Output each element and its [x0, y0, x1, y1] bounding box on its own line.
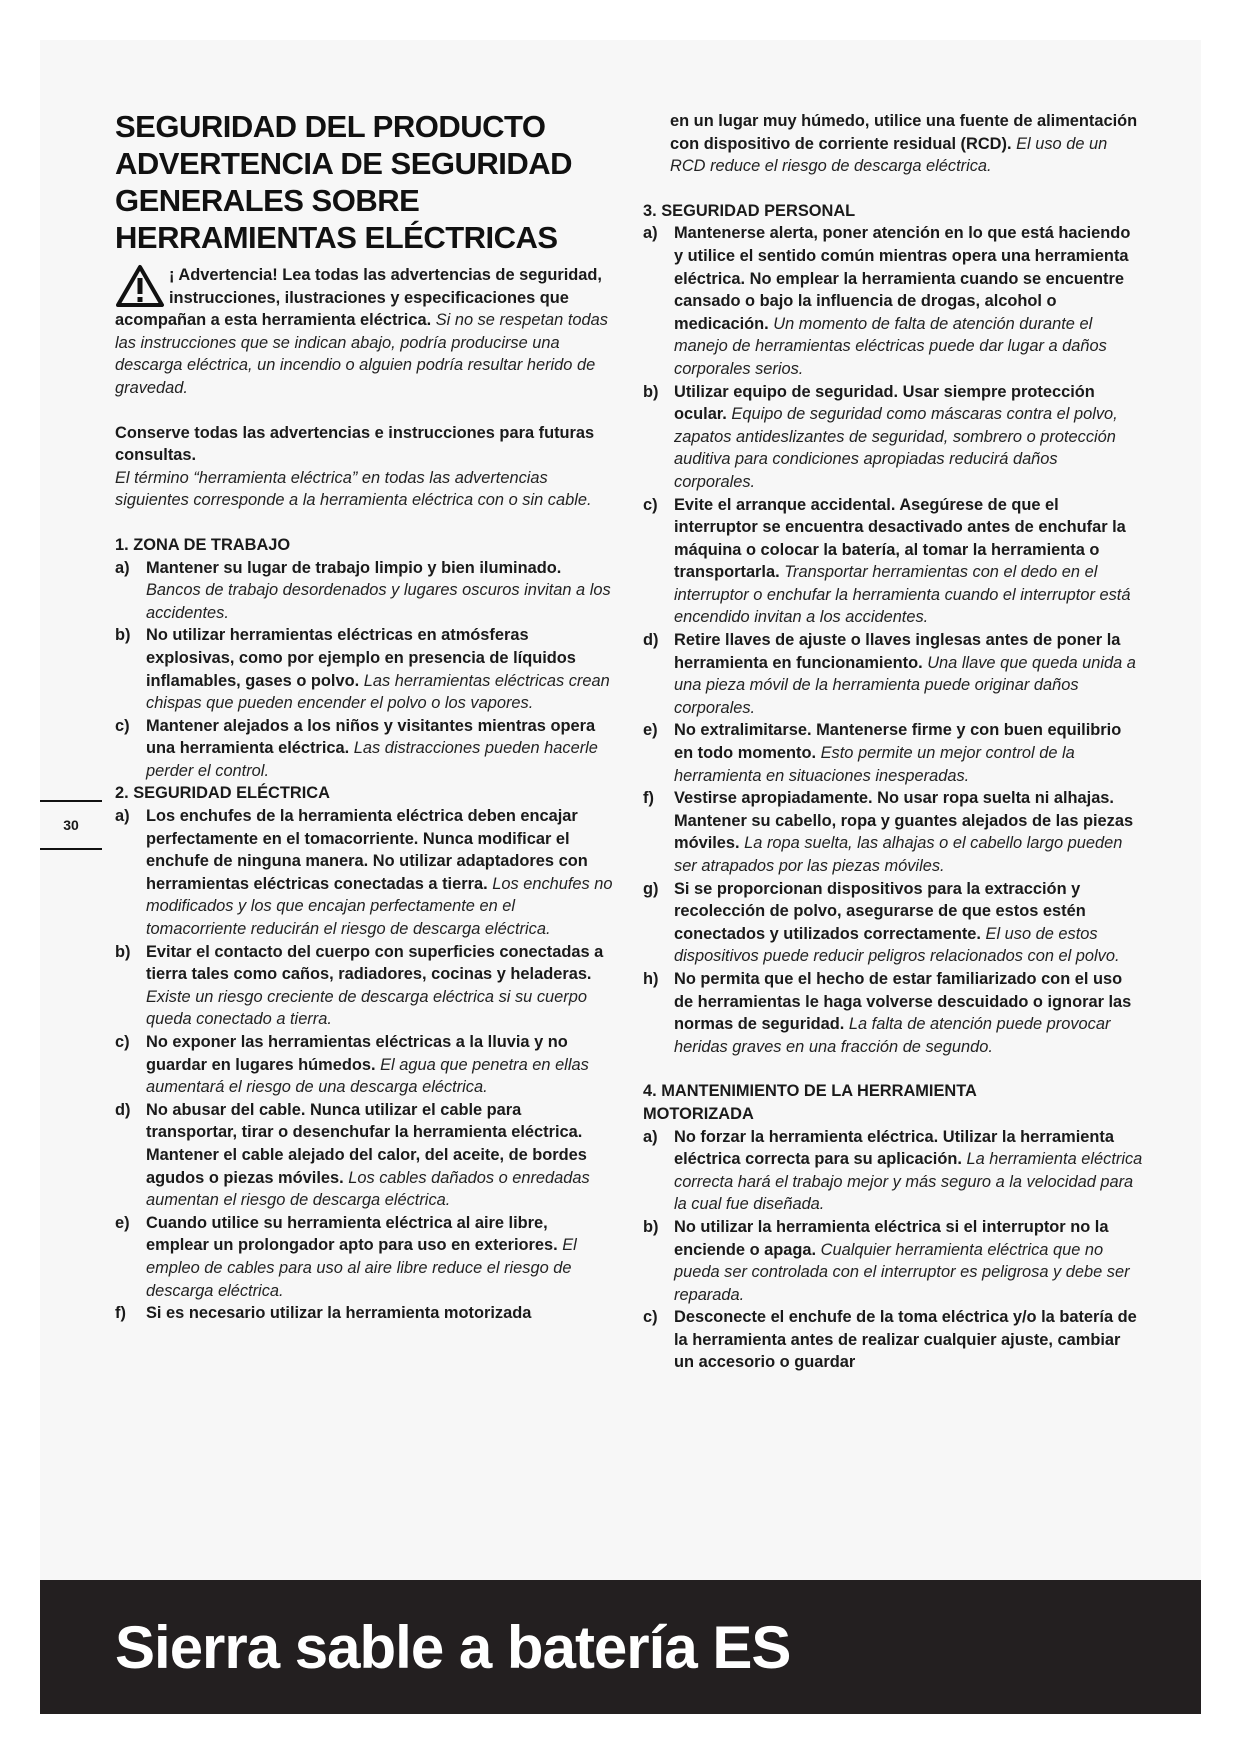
item-instruction: No forzar la herramienta eléctrica. Utilizar la herramienta eléctrica correcta para su aplicación.	[674, 1127, 1114, 1169]
personal-item	[643, 629, 1143, 719]
item-label: c)	[643, 1308, 658, 1327]
item-explanation: Los enchufes no modificados y los que encajan perfectamente en el tomacorriente reducirán el riesgo de descarga eléctrica.	[146, 874, 613, 939]
item-explanation: Bancos de trabajo desordenados y lugares oscuros invitan a los accidentes.	[146, 581, 611, 622]
item-label: d)	[643, 631, 659, 650]
item-explanation: El uso de estos dispositivos puede reducir peligros relacionados con el polvo.	[674, 924, 1120, 966]
personal-item	[643, 381, 1143, 494]
continued-item-bold: en un lugar muy húmedo, utilice una fuente de alimentación con dispositivo de corriente residual (RCD).	[670, 112, 1138, 153]
item-instruction: No abusar del cable. Nunca utilizar el cable para transportar, tirar o desenchufar la herramienta eléctrica. Mantener el cable alejado del calor, del aceite, de bordes agudos o piezas móviles.	[146, 1100, 587, 1187]
item-label: c)	[115, 1033, 130, 1051]
item-explanation: Las distracciones pueden hacerle perder el control.	[146, 739, 598, 780]
item-label: b)	[115, 626, 131, 645]
maintenance-item	[643, 1306, 1143, 1374]
item-label: e)	[115, 1213, 130, 1232]
maintenance-item	[643, 1126, 1143, 1216]
item-label: a)	[643, 224, 658, 243]
item-label: a)	[643, 1127, 658, 1146]
product-title: Sierra sable a batería ES	[115, 1614, 791, 1681]
continued-item-italic: El uso de un RCD reduce el riesgo de descarga eléctrica.	[670, 134, 1108, 176]
warning-triangle-icon	[115, 264, 165, 308]
item-explanation: La ropa suelta, las alhajas o el cabello largo pueden ser atrapados por las piezas móviles.	[674, 834, 1123, 875]
item-instruction: No utilizar herramientas eléctricas en atmósferas explosivas, como por ejemplo en presencia de líquidos inflamables, gases o polvo.	[146, 626, 576, 690]
item-instruction: No utilizar la herramienta eléctrica si el interruptor no la enciende o apaga.	[674, 1217, 1109, 1259]
item-instruction: Utilizar equipo de seguridad. Usar siempre protección ocular.	[674, 382, 1095, 424]
item-instruction: Si es necesario utilizar la herramienta motorizada	[146, 1304, 532, 1323]
electrical-item	[115, 805, 615, 941]
work-area-item	[115, 624, 615, 714]
electrical-safety-list	[115, 805, 615, 1325]
section-heading-work-area: 1. ZONA DE TRABAJO	[115, 535, 291, 554]
item-label: g)	[643, 879, 659, 898]
item-instruction: Si se proporcionan dispositivos para la extracción y recolección de polvo, asegurarse de que estos estén conectados y utilizados correctamente.	[674, 879, 1086, 943]
item-label: a)	[115, 807, 130, 826]
item-instruction: Mantener su lugar de trabajo limpio y bien iluminado.	[146, 558, 562, 577]
item-label: h)	[643, 969, 659, 988]
item-instruction: Cuando utilice su herramienta eléctrica al aire libre, emplear un prolongador apto para uso en exteriores.	[146, 1213, 558, 1255]
maintenance-item	[643, 1216, 1143, 1306]
electrical-item	[115, 1302, 615, 1325]
item-label: b)	[643, 382, 659, 401]
work-area-item	[115, 557, 615, 625]
section-heading-electrical: 2. SEGURIDAD ELÉCTRICA	[115, 784, 330, 803]
maintenance-list	[643, 1126, 1143, 1375]
right-column	[643, 110, 1143, 1374]
item-label: a)	[115, 558, 130, 577]
personal-safety-list	[643, 222, 1143, 1058]
section-heading-maintenance: 4. MANTENIMIENTO DE LA HERRAMIENTA MOTORIZADA	[643, 1082, 977, 1123]
personal-item	[643, 494, 1143, 630]
electrical-item	[115, 1031, 615, 1099]
item-explanation: Un momento de falta de atención durante el manejo de herramientas eléctricas puede dar lugar a daños corporales serios.	[674, 314, 1107, 378]
item-label: c)	[643, 495, 658, 514]
personal-item	[643, 878, 1143, 968]
item-explanation: Equipo de seguridad como máscaras contra el polvo, zapatos antideslizantes de seguridad, sombrero o protección auditiva para condiciones apropiadas reducirá daños corporales.	[674, 405, 1118, 491]
item-instruction: No exponer las herramientas eléctricas a la lluvia y no guardar en lugares húmedos.	[146, 1033, 568, 1074]
work-area-item	[115, 715, 615, 783]
item-explanation: El agua que penetra en ellas aumentará el riesgo de una descarga eléctrica.	[146, 1055, 589, 1097]
item-instruction: No extralimitarse. Mantenerse firme y con buen equilibrio en todo momento.	[674, 721, 1122, 763]
left-column	[115, 108, 615, 1325]
item-instruction: No permita que el hecho de estar familiarizado con el uso de herramientas le haga volverse descuidado o ignorar las normas de seguridad.	[674, 969, 1132, 1034]
item-label: b)	[643, 1217, 659, 1236]
item-label: f)	[643, 789, 654, 808]
item-instruction: Los enchufes de la herramienta eléctrica deben encajar perfectamente en el tomacorriente. Nunca modificar el enchufe de ninguna manera. No utilizar adaptadores con herramientas eléctricas conectadas a tierra.	[146, 807, 588, 893]
keep-instructions-bold: Conserve todas las advertencias e instrucciones para futuras consultas.	[115, 423, 595, 465]
item-instruction: Evite el arranque accidental. Asegúrese de que el interruptor se encuentra desactivado antes de enchufar la máquina o colocar la batería, al tomar la herramienta o transportarla.	[674, 495, 1126, 582]
item-explanation: Los cables dañados o enredadas aumentan el riesgo de descarga eléctrica.	[146, 1168, 590, 1210]
item-explanation: El empleo de cables para uso al aire libre reduce el riesgo de descarga eléctrica.	[146, 1236, 577, 1300]
keep-instructions-italic: El término “herramienta eléctrica” en todas las advertencias siguientes corresponde a la herramienta eléctrica con o sin cable.	[115, 468, 592, 510]
item-explanation: La falta de atención puede provocar heridas graves en una fracción de segundo.	[674, 1015, 1111, 1056]
item-explanation: Existe un riesgo creciente de descarga eléctrica si su cuerpo queda conectado a tierra.	[146, 987, 587, 1029]
personal-item	[643, 222, 1143, 380]
electrical-item	[115, 1099, 615, 1212]
electrical-item	[115, 941, 615, 1031]
general-warning	[115, 264, 615, 400]
item-explanation: Transportar herramientas con el dedo en el interruptor o enchufar la herramienta cuando el interruptor está encendido invitan a los accidentes.	[674, 563, 1131, 627]
continued-item	[643, 110, 1143, 178]
section-heading-personal: 3. SEGURIDAD PERSONAL	[643, 201, 856, 220]
section-title: SEGURIDAD DEL PRODUCTO ADVERTENCIA DE SEGURIDAD GENERALES SOBRE HERRAMIENTAS ELÉCTRICAS	[115, 109, 573, 255]
page-number: 30	[40, 800, 102, 850]
item-label: b)	[115, 942, 131, 961]
item-explanation: La herramienta eléctrica correcta hará el trabajo mejor y más seguro a la velocidad para la cual fue diseñada.	[674, 1150, 1143, 1214]
item-label: d)	[115, 1100, 131, 1119]
warning-explanation: Si no se respetan todas las instrucciones que se indican abajo, podría producirse una descarga eléctrica, un incendio o alguien podría resultar herido de gravedad.	[115, 311, 608, 397]
item-explanation: Una llave que queda unida a una pieza móvil de la herramienta puede originar daños corporales.	[674, 653, 1136, 717]
personal-item	[643, 787, 1143, 877]
keep-instructions	[115, 422, 615, 512]
item-label: c)	[115, 716, 130, 735]
item-instruction: Evitar el contacto del cuerpo con superficies conectadas a tierra tales como caños, radiadores, cocinas y heladeras.	[146, 942, 604, 984]
item-label: e)	[643, 721, 658, 740]
warning-text: ¡ Advertencia! Lea todas las advertencias de seguridad, instrucciones, ilustraciones y especificaciones que acompañan a esta herramienta eléctrica.	[115, 266, 602, 330]
item-instruction: Desconecte el enchufe de la toma eléctrica y/o la batería de la herramienta antes de realizar cualquier ajuste, cambiar un accesorio o guardar	[674, 1308, 1137, 1372]
item-explanation: Las herramientas eléctricas crean chispas que pueden encender el polvo o los vapores.	[146, 671, 610, 713]
item-instruction: Retire llaves de ajuste o llaves inglesas antes de poner la herramienta en funcionamiento.	[674, 631, 1121, 672]
personal-item	[643, 968, 1143, 1058]
item-instruction: Vestirse apropiadamente. No usar ropa suelta ni alhajas. Mantener su cabello, ropa y guantes alejados de las piezas móviles.	[674, 789, 1134, 853]
item-explanation: Esto permite un mejor control de la herramienta en situaciones inesperadas.	[674, 744, 1075, 785]
item-label: f)	[115, 1304, 126, 1323]
item-instruction: Mantener alejados a los niños y visitantes mientras opera una herramienta eléctrica.	[146, 716, 596, 758]
item-instruction: Mantenerse alerta, poner atención en lo que está haciendo y utilice el sentido común mientras opera una herramienta eléctrica. No emplear la herramienta cuando se encuentre cansado o bajo la influencia de drogas, alcohol o medicación.	[674, 224, 1131, 333]
work-area-list	[115, 557, 615, 783]
footer-bar	[40, 1580, 1201, 1714]
item-explanation: Cualquier herramienta eléctrica que no pueda ser controlada con el interruptor es peligrosa y debe ser reparada.	[674, 1240, 1130, 1304]
personal-item	[643, 719, 1143, 787]
electrical-item	[115, 1212, 615, 1302]
